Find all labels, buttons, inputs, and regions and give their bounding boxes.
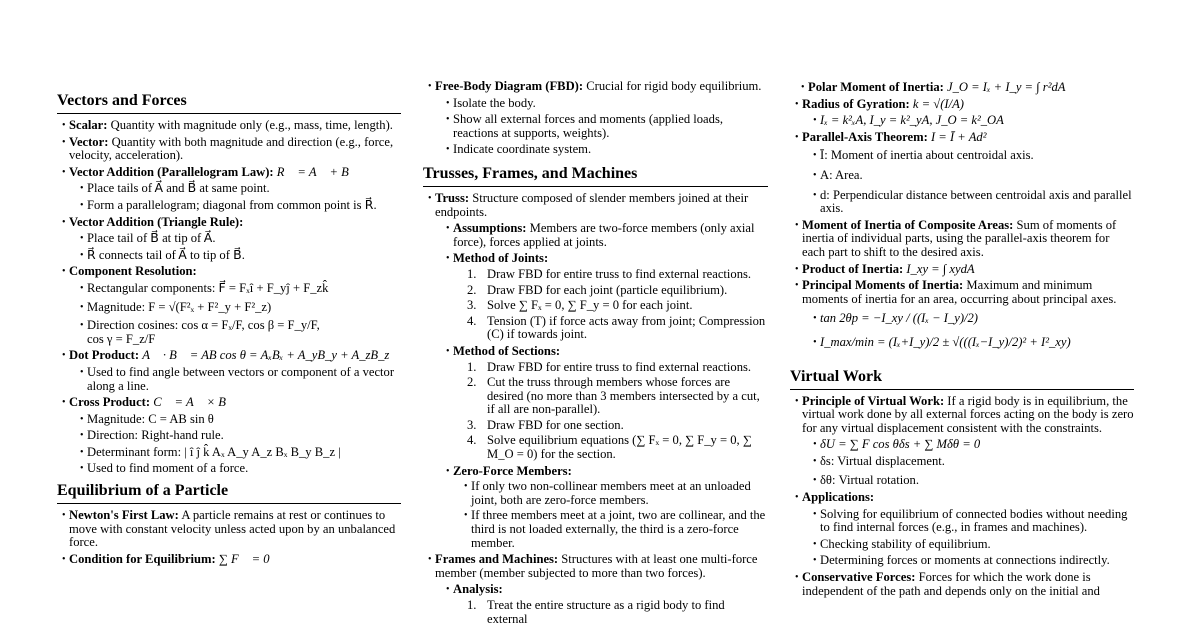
term-polar-moment: Polar Moment of Inertia:: [808, 80, 944, 94]
list-item: [790, 571, 1134, 598]
list-item: • I_max/min = (Iₓ+I_y)/2 ± √(((Iₓ−I_y)/2)² + I²_xy): [808, 336, 1134, 350]
list-item: [790, 219, 1134, 260]
list-item: • Indicate coordinate system.: [441, 143, 768, 157]
list-item: • tan 2θp = −I_xy / ((Iₓ − I_y)/2): [808, 312, 1134, 326]
equation: J_O = Iₓ + I_y = ∫ r²dA: [946, 80, 1066, 94]
list-item: • A: Area.: [808, 169, 1134, 183]
list-item: [57, 396, 401, 476]
list-item: • Checking stability of equilibrium.: [808, 538, 1134, 552]
step-item: 3. Solve ∑ Fₓ = 0, ∑ F_y = 0 for each joint.: [459, 299, 768, 313]
list-item: • Direction: Right-hand rule.: [75, 429, 401, 443]
term-scalar: Scalar:: [69, 118, 108, 132]
list-item: [441, 465, 768, 551]
list-item: [57, 216, 401, 263]
list-item: • Iₓ = k²ₓA, I_y = k²_yA, J_O = k²_OA: [808, 114, 1134, 128]
term-zero-force-members: Zero-Force Members:: [453, 463, 572, 478]
term-parallel-axis-theorem: Parallel-Axis Theorem:: [802, 129, 928, 144]
term-composite-areas: Moment of Inertia of Composite Areas:: [802, 217, 1014, 232]
column-1: [57, 92, 401, 569]
term-frames-and-machines: Frames and Machines:: [435, 552, 559, 567]
list-item: • If only two non-collinear members meet at an unloaded joint, both are zero-force members.: [459, 480, 768, 507]
term-vector: Vector:: [69, 134, 109, 149]
list-item: [441, 252, 768, 342]
term-cross-product: Cross Product:: [69, 395, 151, 410]
list-item: [790, 263, 1134, 277]
definition-text: Structure composed of slender members joined at their endpoints.: [435, 190, 749, 219]
list-item: • Used to find moment of a force.: [75, 462, 401, 476]
list-item: [790, 395, 1134, 489]
vectors-list: [57, 119, 401, 476]
definition-text: Structures with at least one multi-force member (member subjected to more than two forces).: [435, 552, 758, 580]
term-applications: Applications:: [802, 490, 875, 505]
term-triangle-rule: Vector Addition (Triangle Rule):: [69, 214, 244, 229]
list-item: • d: Perpendicular distance between centroidal axis and parallel axis.: [808, 189, 1134, 216]
list-item: [57, 166, 401, 213]
list-item: • Magnitude: C = AB sin θ: [75, 413, 401, 427]
list-item: [423, 80, 768, 157]
list-item: [441, 583, 768, 626]
fbd-list: [423, 80, 768, 157]
list-item: [57, 265, 401, 346]
step-item: 4. Tension (T) if force acts away from joint; Compression (C) if towards joint.: [459, 315, 768, 342]
column-3: [790, 81, 1134, 601]
term-analysis: Analysis:: [453, 582, 503, 597]
list-item: • δU = ∑ F cos θδs + ∑ Mδθ = 0: [808, 438, 1134, 452]
list-item: • Solving for equilibrium of connected bodies without needing to find internal forces (e.g., in frames and machines).: [808, 508, 1134, 535]
list-item: [790, 491, 1134, 568]
equation: I_xy = ∫ xydA: [906, 261, 975, 276]
list-item: [57, 349, 401, 393]
term-condition-equilibrium: Condition for Equilibrium:: [69, 551, 216, 566]
term-dot-product: Dot Product:: [69, 348, 140, 363]
definition-text: If a rigid body is in equilibrium, the virtual work done by all external forces acting on the body is zero for any virtual displacement consistent with the constraints.: [802, 393, 1134, 435]
equation: k = √(I/A): [912, 96, 964, 111]
list-item: [57, 136, 401, 163]
list-item: • δθ: Virtual rotation.: [808, 474, 1134, 488]
definition-text: Crucial for rigid body equilibrium.: [586, 79, 762, 93]
definition-text: Quantity with magnitude only (e.g., mass, time, length).: [110, 118, 393, 132]
list-item: • R⃗ connects tail of A⃗ to tip of B⃗.: [75, 249, 401, 263]
definition-text: Maximum and minimum moments of inertia for an area, occurring about principal axes.: [802, 278, 1117, 306]
list-item: • Ī: Moment of inertia about centroidal axis.: [808, 149, 1134, 163]
list-item: • If three members meet at a joint, two are collinear, and the third is not loaded externally, the third is a zero-force member.: [459, 509, 768, 550]
term-fbd: Free-Body Diagram (FBD):: [435, 79, 584, 93]
step-item: 1. Draw FBD for entire truss to find external reactions.: [459, 268, 768, 282]
list-item: • Show all external forces and moments (applied loads, reactions at supports, weights).: [441, 113, 768, 140]
inertia-list: [790, 81, 1134, 350]
step-item: 4. Solve equilibrium equations (∑ Fₓ = 0, ∑ F_y = 0, ∑ M_O = 0) for the section.: [459, 434, 768, 461]
list-item: • Form a parallelogram; diagonal from common point is R⃗.: [75, 199, 401, 213]
list-item: • Determining forces or moments at connections indirectly.: [808, 554, 1134, 568]
section-heading-vectors: Vectors and Forces: [57, 92, 401, 114]
list-item: [441, 345, 768, 462]
direction-cosines-line-2: cos γ = F_z/F: [87, 331, 156, 346]
list-item: [796, 81, 1134, 95]
list-item: • Rectangular components: F⃗ = Fₓî + F_yĵ + F_zk̂: [75, 282, 401, 296]
list-item: [790, 131, 1134, 216]
list-item: • Magnitude: F = √(F²ₓ + F²_y + F²_z): [75, 301, 401, 315]
equation: C⃗ = A⃗ × B⃗: [153, 395, 236, 410]
column-2: [423, 80, 768, 629]
section-heading-particle: Equilibrium of a Particle: [57, 482, 401, 504]
list-item: [57, 509, 401, 550]
particle-list: [57, 509, 401, 566]
term-truss: Truss:: [435, 190, 470, 205]
step-item: 1. Draw FBD for entire truss to find external reactions.: [459, 361, 768, 375]
trusses-list: [423, 192, 768, 626]
step-item: 2. Cut the truss through members whose forces are desired (no more than 3 members intersected by a cut, if all are non-parallel).: [459, 376, 768, 417]
equation: I = Ī + Ad²: [930, 129, 987, 144]
list-item: [790, 98, 1134, 128]
term-principle-virtual-work: Principle of Virtual Work:: [802, 393, 945, 408]
list-item: [57, 553, 401, 567]
section-heading-virtual-work: Virtual Work: [790, 368, 1134, 390]
section-heading-trusses: Trusses, Frames, and Machines: [423, 165, 768, 187]
term-radius-of-gyration: Radius of Gyration:: [802, 96, 910, 111]
term-principal-moments: Principal Moments of Inertia:: [802, 278, 964, 293]
list-item: • Determinant form: | î ĵ k̂ Aₓ A_y A_z Bₓ B_y B_z |: [75, 446, 401, 460]
list-item: • δs: Virtual displacement.: [808, 455, 1134, 469]
step-item: 1. Treat the entire structure as a rigid body to find external: [459, 599, 768, 626]
virtual-work-list: [790, 395, 1134, 599]
list-item: [57, 119, 401, 133]
list-item: [423, 192, 768, 550]
definition-text: Forces for which the work done is independent of the path and depends only on the initial and: [802, 570, 1100, 598]
list-item: • Isolate the body.: [441, 97, 768, 111]
definition-text: Members are two-force members (only axial force), forces applied at joints.: [453, 221, 755, 249]
direction-cosines-line-1: Direction cosines: cos α = Fₓ/F, cos β = F_y/F,: [87, 318, 320, 333]
definition-text: Quantity with both magnitude and direction (e.g., force, velocity, acceleration).: [69, 134, 394, 163]
list-item: • Place tails of A⃗ and B⃗ at same point.: [75, 182, 401, 196]
list-item: [790, 279, 1134, 349]
term-parallelogram-law: Vector Addition (Parallelogram Law):: [69, 164, 274, 179]
term-method-of-joints: Method of Joints:: [453, 251, 549, 266]
term-assumptions: Assumptions:: [453, 221, 527, 236]
term-method-of-sections: Method of Sections:: [453, 343, 561, 358]
term-component-resolution: Component Resolution:: [69, 264, 197, 279]
equation: ∑ F⃗ = 0: [218, 551, 270, 566]
list-item: [441, 222, 768, 249]
list-item: [423, 553, 768, 626]
term-product-of-inertia: Product of Inertia:: [802, 261, 904, 276]
equation: R⃗ = A⃗ + B⃗: [276, 164, 359, 179]
term-conservative-forces: Conservative Forces:: [802, 570, 916, 585]
list-item: [75, 319, 401, 346]
step-item: 2. Draw FBD for each joint (particle equilibrium).: [459, 284, 768, 298]
equation: A⃗ · B⃗ = AB cos θ = AₓBₓ + A_yB_y + A_zB_z: [142, 348, 390, 363]
definition-text: Sum of moments of inertia of individual parts, using the parallel-axis theorem for each part to shift to the desired axis.: [802, 217, 1117, 259]
term-newton-first-law: Newton's First Law:: [69, 508, 179, 523]
list-item: • Used to find angle between vectors or component of a vector along a line.: [75, 366, 401, 393]
definition-text: A particle remains at rest or continues to move with constant velocity unless acted upon by an unbalanced force.: [69, 508, 396, 550]
list-item: • Place tail of B⃗ at tip of A⃗.: [75, 232, 401, 246]
step-item: 3. Draw FBD for one section.: [459, 419, 768, 433]
